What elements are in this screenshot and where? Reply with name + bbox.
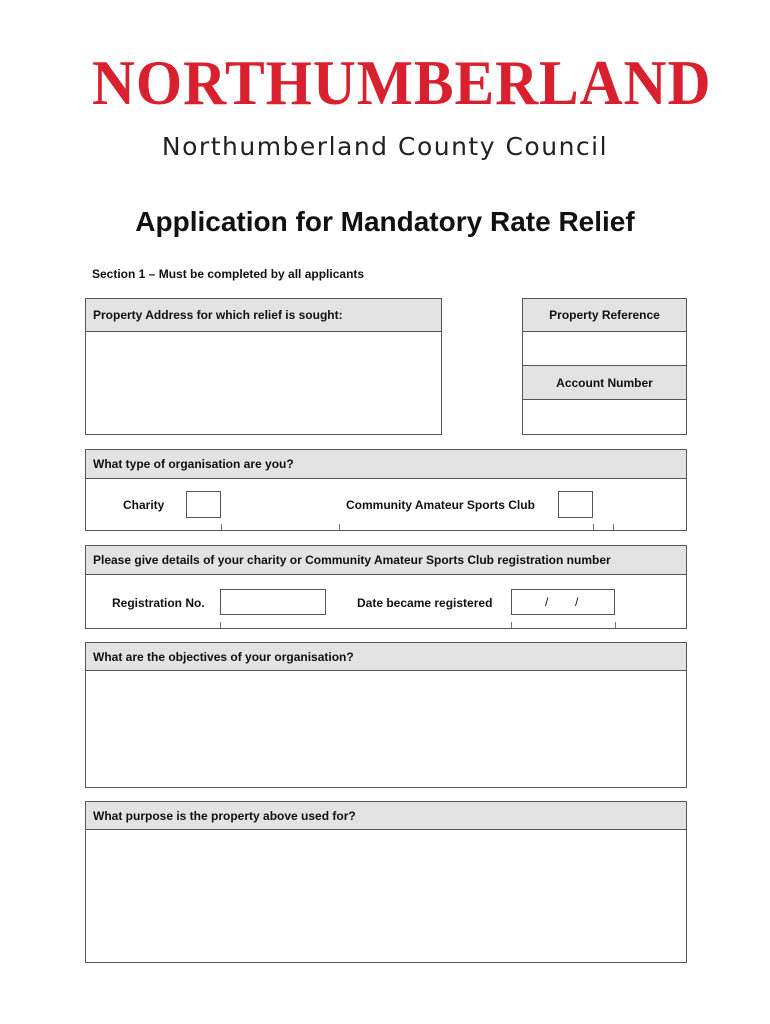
casc-checkbox[interactable] [558,491,593,518]
divider-tick [221,524,222,530]
divider-tick [613,524,614,530]
reference-box [522,298,687,435]
divider-tick [339,524,340,530]
objectives-input[interactable] [86,671,686,787]
org-type-question: What type of organisation are you? [86,450,686,479]
date-separator: / [575,595,579,609]
section-heading: Section 1 – Must be completed by all applicants [92,267,365,281]
purpose-input[interactable] [86,830,686,962]
page-title: Application for Mandatory Rate Relief [135,206,635,237]
account-number-label: Account Number [523,366,686,400]
divider-tick [615,622,616,628]
registration-question: Please give details of your charity or Community Amateur Sports Club registration number [86,546,686,575]
account-number-input[interactable] [523,400,686,434]
date-separator: / [545,595,549,609]
objectives-question: What are the objectives of your organisation? [86,643,686,671]
date-registered-input[interactable] [511,589,615,615]
purpose-box [85,801,687,963]
registration-box [85,545,687,629]
charity-checkbox[interactable] [186,491,221,518]
date-registered-label: Date became registered [357,596,493,610]
casc-label: Community Amateur Sports Club [346,498,535,512]
purpose-question: What purpose is the property above used for? [86,802,686,830]
objectives-box [85,642,687,788]
property-reference-label: Property Reference [523,299,686,332]
divider-tick [593,524,594,530]
property-address-input[interactable] [86,332,441,434]
property-address-label: Property Address for which relief is sought: [86,299,441,332]
charity-label: Charity [123,498,165,512]
registration-no-label: Registration No. [112,596,205,610]
northumberland-logo: NORTHUMBERLAND [92,47,712,118]
registration-no-input[interactable] [220,589,326,615]
property-reference-input[interactable] [523,332,686,366]
divider-tick [511,622,512,628]
divider-tick [220,622,221,628]
org-type-box [85,449,687,531]
council-name: Northumberland County Council [161,132,609,161]
property-address-box [85,298,442,435]
